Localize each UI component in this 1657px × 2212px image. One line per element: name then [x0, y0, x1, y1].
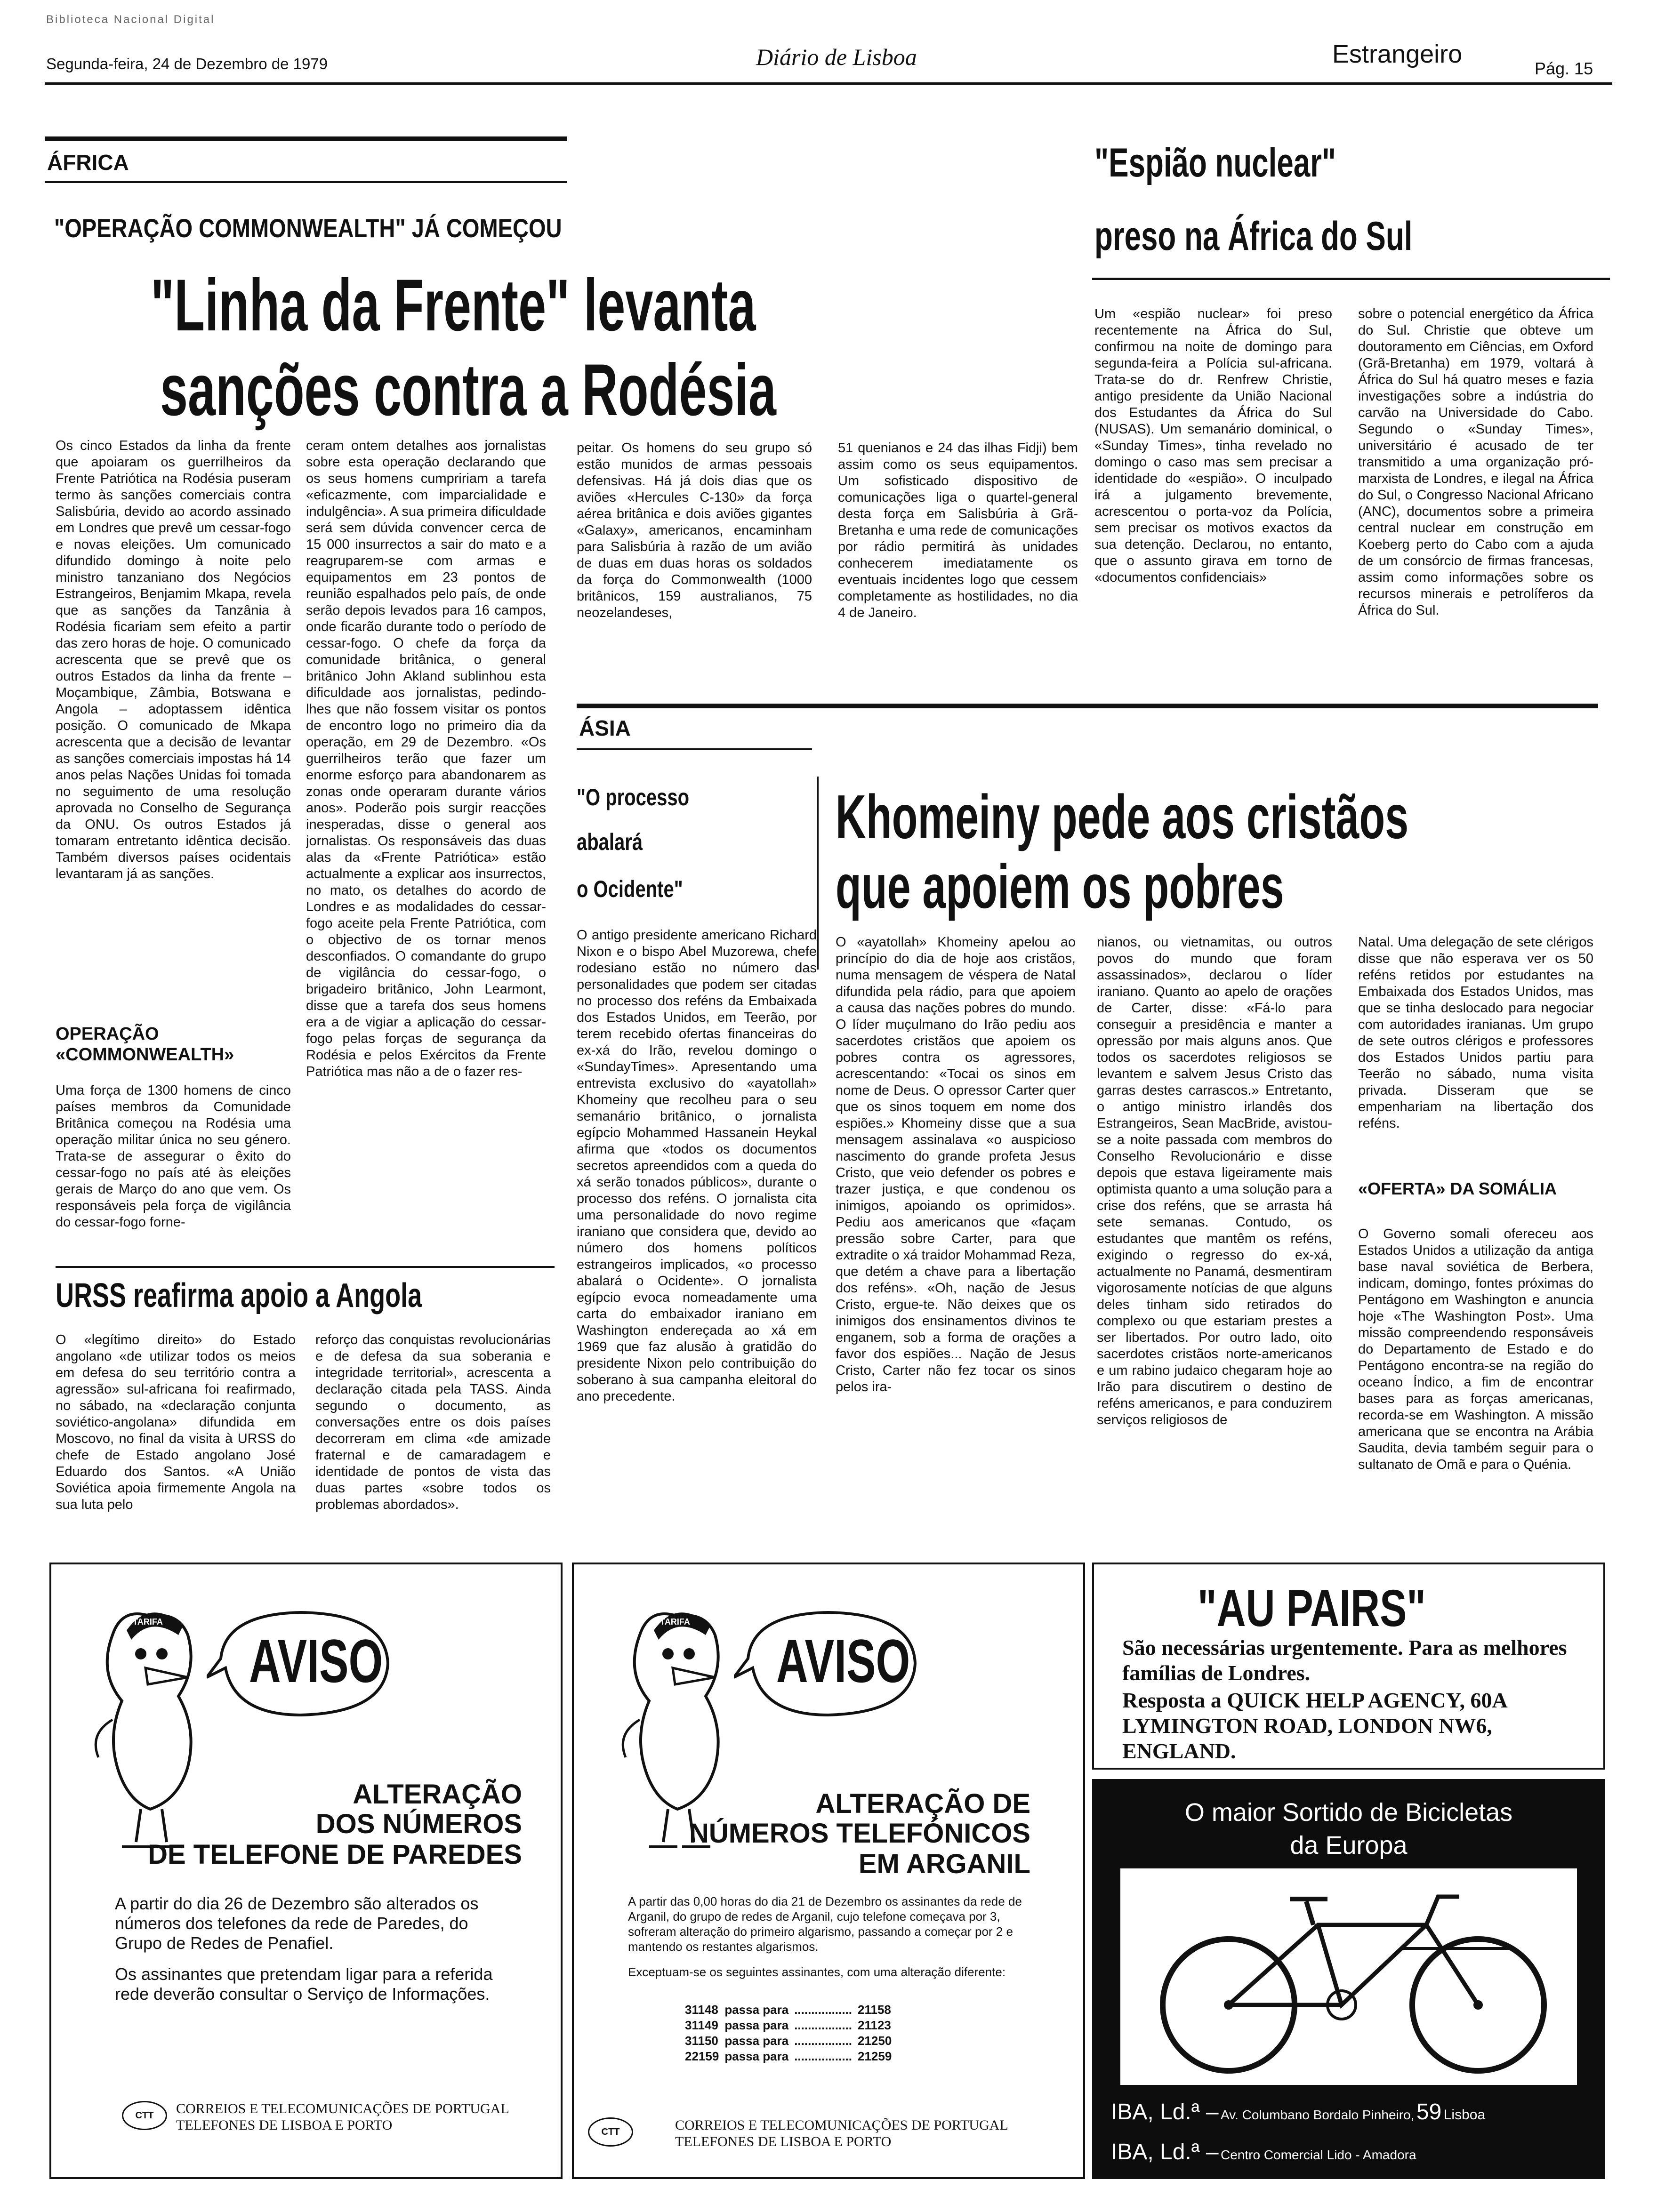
phone-table: [682, 2002, 894, 2064]
asia-side-headline-3: o Ocidente": [577, 876, 683, 902]
spy-rule: [1092, 278, 1610, 280]
ad2-title-2: NÚMEROS TELEFÓNICOS: [689, 1818, 1030, 1849]
ad2-body: A partir das 0,00 horas do dia 21 de Dezembro os assinantes da rede de Arganil, do grupo de redes de Arganil, cujo telefone começava por 3, sofreram alteração do primeiro algarismo, passando a começar por 2 e mantendo os restantes algarismos.: [628, 1894, 1022, 1954]
khomeiny-col-2: nianos, ou vietnamitas, ou outros povos do mundo que foram assassinados», declarou o líder iraniano. Quanto ao apelo de orações de Carter, disse: «Fá-lo para conseguir a presidência e manter a opressão por mais alguns anos. Que todos os sacerdotes religiosos se levantem e salvem Jesus Cristo das garras destes carrascos.» Entretanto, o antigo ministro irlandês dos Estrangeiros, Sean MacBride, avistou-se a noite passada com membros do Conselho Revolucionário e disse depois que estava ligeiramente mais optimista quanto a uma solução para a crise dos reféns, que se arrasta há sete semanas. Contudo, os estudantes que mantêm os reféns, exigindo o regresso do ex-xá, actualmente no Panamá, desmentiram vigorosamente notícias de que alguns deles tinham sido retirados do complexo ou que estariam prestes a ser libertados. Por outro lado, oito sacerdotes cristãos norte-americanos e um rabino judaico chegaram hoje ao Irão para discutirem o destino de reféns americanos, e para conduzirem serviços religiosos de: [1097, 935, 1332, 1427]
au-pairs-body: São necessárias urgentemente. Para as melhores famílias de Londres.: [1122, 1635, 1567, 1685]
africa-col-3: peitar. Os homens do seu grupo só estão munidos de armas pessoais defensivas. Há já dois dias que os aviões «Hercules C-130» da força aérea britânica e dois aviões gigantes «Galaxy», americanos, encaminham para Salisbúria à razão de um avião de duas em duas horas os soldados da força do Commonwealth (1000 britânicos, 159 australianos, 75 neozelandeses,: [577, 441, 812, 620]
africa-kicker: "OPERAÇÃO COMMONWEALTH" JÁ COMEÇOU: [54, 213, 562, 243]
spy-headline-1: "Espião nuclear": [1094, 140, 1336, 185]
africa-col-2: ceram ontem detalhes aos jornalistas sobre esta operação declarando que os seus homens cumpririam a tarefa «eficazmente, com imparcialidade e indulgência». A sua primeira dificuldade será sem dúvida convencer cerca de 15 000 insurrectos a sair do mato e a reagruparem-se com armas e equipamentos em 23 pontos de reunião espalhados pelo país, de onde serão depois levados para 16 campos, onde ficarão durante todo o período de cessar-fogo. O chefe da força da comunidade britânica, o general britânico John Akland sublinhou esta dificuldade aos jornalistas, pedindo-lhes que não fossem visitar os pontos de encontro logo no primeiro dia da operação, em 29 de Dezembro. «Os guerrilheiros terão que fazer um enorme esforço para abandonarem as zonas onde operaram durante vários anos». Poderão pois surgir reacções inesperadas, disse o general aos jornalistas. Os responsáveis das duas alas da «Frente Patriótica» estão actualmente a explicar aos insurrectos, no mato, os detalhes do acordo de Londres e as modalidades do cessar-fogo aceite pela Frente Patriótica, com o objectivo de os tornar menos desconfiados. O comandante do grupo de vigilância do cessar-fogo, o brigadeiro britânico, John Learmont, disse que a tarefa dos seus homens era a de vigiar a aplicação do cessar-fogo pelas forças de segurança da Rodésia e pelos Exércitos da Frente Patriótica mas não a de o fazer res-: [306, 438, 546, 1079]
khomeiny-col-3b: O Governo somali ofereceu aos Estados Unidos a utilização da antiga base naval soviética de Berbera, indicam, domingo, fontes próximas do Pentágono em Washington e anuncia hoje «The Washington Post». Uma missão compreendendo responsáveis do Departamento de Estado e do Pentágono encontra-se na região do oceano Índico, a fim de encontrar bases para as forças americanas, recorda-se em Washington. A missão americana que se encontra na Arábia Saudita, devia também seguir para o sultanato de Omã e para o Quénia.: [1358, 1226, 1593, 1472]
shop-address: Centro Comercial Lido - Amadora: [1221, 2148, 1416, 2162]
ad2-footer-1: CORREIOS E TELECOMUNICAÇÕES DE PORTUGAL: [675, 2117, 1008, 2133]
khomeiny-headline-1: Khomeiny pede aos cristãos: [836, 782, 1409, 851]
ad2-body-2: Exceptuam-se os seguintes assinantes, com uma alteração diferente:: [628, 1965, 1006, 1979]
spy-col-1: Um «espião nuclear» foi preso recentemente na África do Sul, confirmou na noite de domingo para segunda-feira a Polícia sul-africana. Trata-se do dr. Renfrew Christie, antigo presidente da União Nacional dos Estudantes da África do Sul (NUSAS). Um semanário dominical, o «Sunday Times», tinha revelado no domingo o caso mas sem precisar a identidade do «espião». O inculpado irá a julgamento brevemente, acrescentou o porta-voz da Polícia, sem precisar os motivos exactos da sua detenção. Declarou, no entanto, que o assunto girava em torno de «documentos confidenciais»: [1094, 306, 1332, 585]
ad2-footer-2: TELEFONES DE LISBOA E PORTO: [675, 2134, 892, 2149]
africa-col-4: 51 quenianos e 24 das ilhas Fidji) bem assim como os seus equipamentos. Um sofisticado dispositivo de comunicações liga o quartel-general desta força em Salisbúria à Grã-Bretanha e uma rede de comunicações por rádio permitirá às unidades conhecerem imediatamente os eventuais incidentes logo que cessem completamente as hostilidades, no dia 4 de Janeiro.: [838, 441, 1078, 620]
section-label-africa: ÁFRICA: [47, 150, 129, 175]
asia-rule: [577, 704, 1598, 708]
ad2-title-1: ALTERAÇÃO DE: [815, 1788, 1030, 1819]
khomeiny-col-3a: Natal. Uma delegação de sete clérigos disse que não esperava ver os 50 reféns retidos por estudantes na Embaixada dos Estados Unidos, mas que se tinha deslocado para negociar com autoridades iranianas. Um grupo de sete outros clérigos e professores dos Estados Unidos partiu para Teerão no sábado, numa visita privada. Disseram que se empenhariam na libertação dos reféns.: [1358, 935, 1593, 1131]
au-pairs-title: "AU PAIRS": [1198, 1579, 1426, 1637]
table-row: 31150 passa para ................. 21250: [685, 2034, 892, 2048]
header-rule: [45, 82, 1612, 85]
archive-scrawl: Biblioteca Nacional Digital: [46, 13, 215, 26]
cap-label: TARIFA: [660, 1617, 690, 1627]
bike-line-1: O maior Sortido de Bicicletas: [1184, 1798, 1513, 1827]
bike-line-2: da Europa: [1290, 1831, 1408, 1859]
ad1-title-1: ALTERAÇÃO: [353, 1779, 522, 1810]
khomeiny-col-1: O «ayatollah» Khomeiny apelou ao princípio do dia de hoje aos cristãos, numa mensagem de véspera de Natal difundida pela rádio, para que apoiem a causa das nações pobres do mundo. O líder muçulmano do Irão pediu aos sacerdotes cristãos que apoiem os pobres contra os agressores, acrescentando: «Tocai os sinos em nome de Deus. O opressor Carter quer que os sinos toquem em nome dos espiões.» Khomeiny disse que a sua mensagem assinalava «o auspicioso nascimento do grande profeta Jesus Cristo, que veio defender os pobres e trazer justiça, e que condenou os inimigos, apoiando os oprimidos». Pediu aos americanos que «façam pressão sobre Carter, para que extradite o xá traidor Mohammad Reza, que detém a chave para a libertação dos reféns». «Oh, nação de Jesus Cristo, ergue-te. Não deixes que os inimigos dos ensinamentos divinos te enganem, sob a forma de orações a favor dos espiões... Nação de Jesus Cristo, Carter não fez tocar os sinos pelos ira-: [836, 935, 1076, 1395]
aviso-text: AVISO: [776, 1627, 910, 1695]
page-number: Pág. 15: [1535, 59, 1593, 78]
spy-col-2: sobre o potencial energético da África do Sul. Christie que obteve um doutoramento em Ciências, em Oxford (Grã-Bretanha) em 1979, voltará à África do Sul há quatro meses e fazia investigações sobre a indústria do carvão na Universidade do Cabo. Segundo o «Sunday Times», universitário é acusado de ter transmitido a uma organização pró-marxista de Londres, e ilegal na África do Sul, o Congresso Nacional Africano (ANC), documentos sobre a primeira central nuclear em construção em Koeberg perto do Cabo com a ajuda de um consórcio de firmas francesas, assim como informações sobre os recursos minerais e petrolíferos da África do Sul.: [1358, 306, 1593, 618]
ad1-footer-2: TELEFONES DE LISBOA E PORTO: [176, 2117, 393, 2133]
section-label-asia: ÁSIA: [579, 716, 631, 740]
urss-col-1: O «legítimo direito» do Estado angolano «de utilizar todos os meios em defesa do seu território contra a agressão» sul-africana foi reafirmado, no sábado, na «declaração conjunta soviético-angolana» difundida em Moscovo, no final da visita à URSS do chefe de Estado angolano José Eduardo dos Santos. «A União Soviética apoia firmemente Angola na sua luta pelo: [56, 1332, 296, 1512]
ad-paredes: [49, 1563, 563, 2179]
shop-line-1: [1111, 2099, 1485, 2125]
africa-subhead: OPERAÇÃO «COMMONWEALTH»: [56, 1024, 234, 1065]
shop-line-2: [1111, 2139, 1416, 2165]
khomeiny-headline-2: que apoiem os pobres: [836, 852, 1284, 921]
ad-bicycles: [1092, 1779, 1605, 2179]
shop-name: IBA, Ld.ª –: [1111, 2140, 1219, 2164]
cap-label: TARIFA: [133, 1617, 163, 1627]
aviso-text: AVISO: [249, 1627, 383, 1695]
section-title: Estrangeiro: [1332, 40, 1463, 68]
ad1-title-2: DOS NÚMEROS: [315, 1809, 522, 1839]
asia-rule-2: [577, 748, 812, 750]
masthead: Diário de Lisboa: [756, 44, 917, 70]
urss-rule: [56, 1266, 555, 1268]
ctt-logo: CTT: [122, 2101, 167, 2130]
africa-rule: [45, 136, 567, 141]
asia-col-0: O antigo presidente americano Richard Nixon e o bispo Abel Muzorewa, chefe rodesiano estão no número das personalidades que podem ser citadas no processo dos reféns da Embaixada dos Estados Unidos, em Teerão, por terem recebido ofertas financeiras do ex-xá do Irão, revelou domingo o «SundayTimes». Apresentando uma entrevista exclusivo do «ayatollah» Khomeiny que recolheu para o seu semanário britânico, o jornalista egípcio Mohammed Hassanein Heykal afirma que «todos os documentos secretos apreendidos com a queda do xá serão tonados públicos», durante o processo dos reféns. O jornalista cita uma personalidade do novo regime iraniano que considera que, devido ao número dos homens políticos estrangeiros implicados, «o processo abalará o Ocidente». O jornalista egípcio evoca nomeadamente uma carta do embaixador iraniano em Washington endereçada ao xá em 1969 que faz alusão à gratidão do presidente Nixon pelo contribuição do soberano à sua campanha eleitoral do ano precedente.: [577, 928, 817, 1404]
ad1-footer-1: CORREIOS E TELECOMUNICAÇÕES DE PORTUGAL: [176, 2101, 509, 2116]
somalia-subhead: «OFERTA» DA SOMÁLIA: [1358, 1179, 1557, 1198]
ad1-body: A partir do dia 26 de Dezembro são alterados os números dos telefones da rede de Paredes, do Grupo de Redes de Penafiel.: [115, 1894, 479, 1953]
africa-col-1b: Uma força de 1300 homens de cinco países membros da Comunidade Britânica começou na Rodésia uma operação militar única no seu género. Trata-se de assegurar o êxito do cessar-fogo no país até às eleições gerais de Março do ano que vem. Os responsáveis pela força de vigilância do cessar-fogo forne-: [56, 1083, 291, 1230]
africa-headline-1: "Linha da Frente" levanta: [151, 264, 756, 346]
shop-city: Lisboa: [1443, 2107, 1486, 2123]
table-row: 22159 passa para ................. 21259: [685, 2049, 892, 2063]
urss-headline: URSS reafirma apoio a Angola: [56, 1277, 422, 1314]
ad-arganil: [572, 1563, 1085, 2179]
table-row: 31149 passa para ................. 21123: [685, 2018, 891, 2032]
spy-headline-2: preso na África do Sul: [1094, 214, 1413, 259]
urss-col-2: reforço das conquistas revolucionárias e de defesa da sua soberania e integridade territorial», acrescenta a declaração citada pela TASS. Ainda segundo o documento, as conversações entre os dois países decorreram em clima «de amizade fraternal e de camaradagem e identidade de pontos de vista das duas partes «sobre todos os problemas abordados».: [315, 1332, 551, 1512]
ad1-body-2: Os assinantes que pretendam ligar para a referida rede deverão consultar o Serviço de Informações.: [115, 1964, 493, 2004]
africa-headline-2: sanções contra a Rodésia: [160, 349, 776, 431]
table-row: 31148 passa para ................. 21158: [685, 2003, 891, 2017]
bicycle-illustration: [1120, 1868, 1577, 2085]
africa-rule-2: [45, 181, 567, 183]
asia-side-headline-2: abalará: [577, 829, 643, 855]
africa-col-1: Os cinco Estados da linha da frente que apoiaram os guerrilheiros da Frente Patriótica na Rodésia puseram termo às sanções comerciais contra Salisbúria, devido ao acordo assinado em Londres que prevê um cessar-fogo e novas eleições. Um comunicado difundido domingo à noite pelo ministro tanzaniano dos Negócios Estrangeiros, Benjamim Mkapa, revela que as sanções da Tanzânia à Rodésia ficariam sem efeito a partir das zero horas de hoje. O comunicado acrescenta que se prevê que os outros Estados da linha da frente – Moçambique, Zâmbia, Botswana e Angola – adoptassem idêntica posição. O comunicado de Mkapa acrescenta que a decisão de levantar as sanções comerciais impostas há 14 anos pelas Nações Unidas foi tomada no seguimento de uma resolução aprovada no Conselho de Segurança da ONU. Os outros Estados já tomaram entretanto idêntica decisão. Também diversos países ocidentais levantaram já as sanções.: [56, 438, 291, 882]
ad2-title-3: EM ARGANIL: [858, 1849, 1030, 1879]
shop-number: 59: [1416, 2100, 1442, 2124]
shop-address: Av. Columbano Bordalo Pinheiro,: [1221, 2108, 1415, 2122]
shop-name: IBA, Ld.ª –: [1111, 2100, 1219, 2124]
issue-date: Segunda-feira, 24 de Dezembro de 1979: [46, 55, 328, 72]
au-pairs-contact: Resposta a QUICK HELP AGENCY, 60A LYMINGTON ROAD, LONDON NW6, ENGLAND.: [1122, 1688, 1507, 1763]
ad-au-pairs: [1092, 1563, 1605, 1770]
asia-divider: [817, 777, 819, 970]
ctt-logo: CTT: [588, 2117, 633, 2147]
ad1-title-3: DE TELEFONE DE PAREDES: [148, 1839, 522, 1870]
asia-side-headline-1: "O processo: [577, 784, 690, 810]
